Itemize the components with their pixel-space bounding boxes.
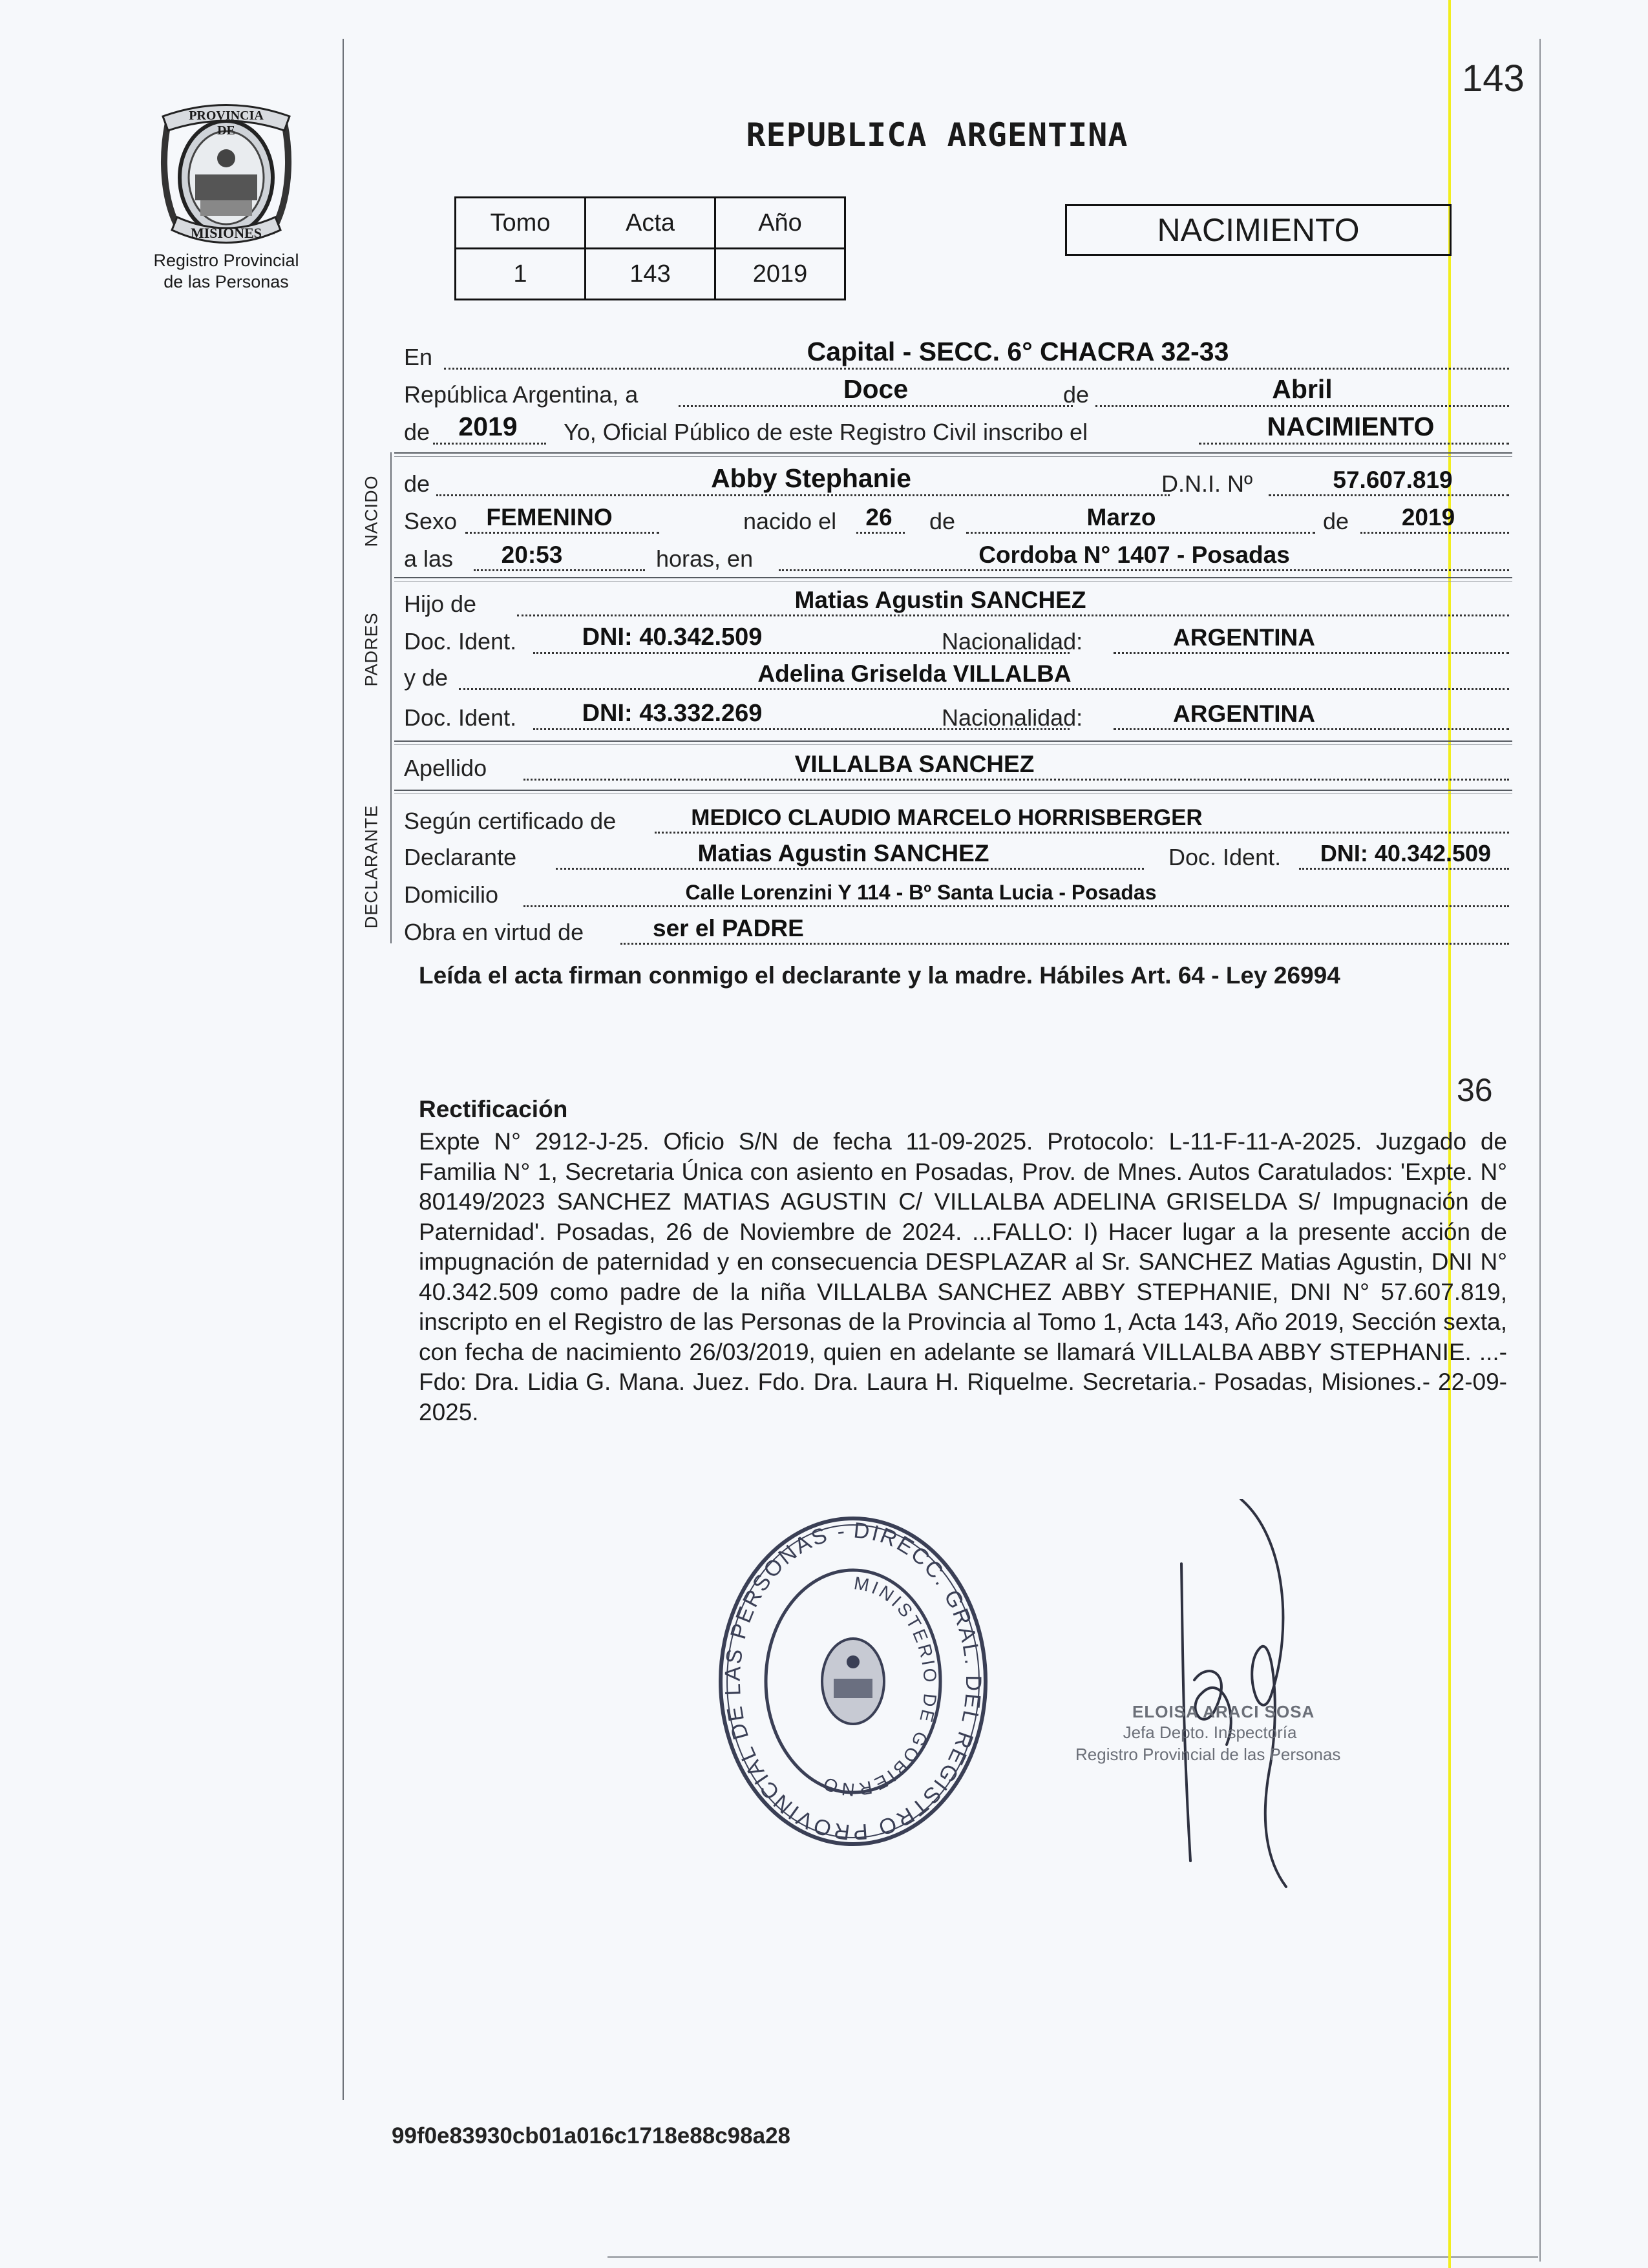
- label-decl-doc: Doc. Ident.: [1168, 844, 1282, 870]
- divider-1: [394, 452, 1512, 457]
- section-bracket-line: [390, 452, 392, 943]
- label-birth-de1: de: [929, 508, 956, 534]
- value-decl-doc: DNI: 40.342.509: [1320, 840, 1492, 866]
- registry-name-line1: Registro Provincial: [153, 251, 299, 270]
- value-month: Abril: [1272, 374, 1333, 404]
- value-birth-time: 20:53: [501, 541, 563, 568]
- row-obra: [404, 911, 1509, 950]
- right-margin-line: [1539, 39, 1541, 2262]
- label-nacido-el: nacido el: [743, 508, 837, 534]
- row-year: [404, 411, 1509, 450]
- rectificacion-body: Expte N° 2912-J-25. Oficio S/N de fecha 11-09-2025. Protocolo: L-11-F-11-A-2025. Juzgado de Familia N° 1, Secretaria Única con asiento en Posadas, Prov. de Mnes. Autos Caratulados: 'Expte. N° 80149/2023 SANCHEZ MATIAS AGUSTIN C/ VILLALBA ADELINA GRISELDA S/ Impugnación de Paternidad'. Posadas, 26 de Noviembre de 2024. ...FALLO: I) Hacer lugar a la presente acción de impugnación de paternidad y en consecuencia DESPLAZAR al Sr. SANCHEZ Matias Agustin, DNI N° 40.342.509 como padre de la niña VILLALBA SANCHEZ ABBY STEPHANIE, DNI N° 57.607.819, inscripto en el Registro de las Personas de la Provincia al Tomo 1, Acta 143, Año 2019, Sección sexta, con fecha de nacimiento 26/03/2019, quien en adelante se llamará VILLALBA ABBY STEPHANIE. ...- Fdo: Dra. Lidia G. Mana. Juez. Fdo. Dra. Laura H. Riquelme. Secretaria.- Posadas, Misiones.- 22-09-2025.: [419, 1128, 1507, 1425]
- rectificacion-title: Rectificación: [419, 1096, 568, 1122]
- value-certificado: MEDICO CLAUDIO MARCELO HORRISBERGER: [691, 805, 1203, 830]
- label-en: En: [404, 344, 433, 370]
- label-republica: República Argentina, a: [404, 381, 639, 408]
- document-title: REPUBLICA ARGENTINA: [746, 116, 1128, 154]
- value-day: Doce: [843, 374, 909, 404]
- row-y-de: [404, 656, 1509, 695]
- header-tomo: Tomo: [456, 198, 586, 249]
- label-y-de: y de: [404, 664, 449, 691]
- value-tomo: 1: [456, 249, 586, 300]
- divider-3: [394, 740, 1512, 745]
- seal-outer-text: DIRECC. GRAL. DEL REGISTRO PROVINCIAL DE LAS PERSONAS -: [720, 1518, 986, 1845]
- label-domicilio: Domicilio: [404, 881, 499, 908]
- label-horas: horas, en: [656, 545, 754, 572]
- row-nacido-sexo: [404, 500, 1509, 539]
- row-certificado: [404, 800, 1509, 839]
- divider-4: [394, 790, 1512, 794]
- record-table-header-row: [456, 198, 845, 249]
- header-ano: Año: [715, 198, 845, 249]
- label-dni: D.N.I. Nº: [1161, 470, 1253, 497]
- row-doc2: [404, 697, 1509, 735]
- value-nac2: ARGENTINA: [1173, 700, 1315, 727]
- divider-2: [394, 577, 1512, 582]
- record-table-value-row: [456, 249, 845, 300]
- value-en: Capital - SECC. 6° CHACRA 32-33: [807, 337, 1229, 366]
- label-obra: Obra en virtud de: [404, 919, 584, 945]
- value-birth-day: 26: [865, 504, 893, 530]
- value-child-name: Abby Stephanie: [711, 463, 911, 493]
- label-year-de: de: [404, 419, 430, 445]
- row-apellido: [404, 747, 1509, 786]
- margin-number: 36: [1457, 1072, 1493, 1108]
- value-obra: ser el PADRE: [653, 915, 804, 941]
- value-nac1: ARGENTINA: [1173, 624, 1315, 651]
- label-certificado: Según certificado de: [404, 808, 617, 834]
- value-birth-year: 2019: [1401, 504, 1455, 530]
- value-mother: Adelina Griselda VILLALBA: [757, 660, 1072, 687]
- row-doc1: [404, 620, 1509, 659]
- seal-inner-text: MINISTERIO DE GOBIERNO: [818, 1573, 941, 1800]
- value-sexo: FEMENINO: [486, 504, 613, 530]
- registry-name-line2: de las Personas: [164, 272, 289, 291]
- value-doc2: DNI: 43.332.269: [582, 700, 763, 727]
- page-number: 143: [1462, 58, 1525, 100]
- label-hijo-de: Hijo de: [404, 591, 477, 617]
- label-apellido: Apellido: [404, 755, 487, 781]
- value-act: NACIMIENTO: [1267, 412, 1435, 441]
- label-nac2: Nacionalidad:: [942, 704, 1083, 731]
- row-nacido-name: [404, 463, 1509, 501]
- closing-note: Leída el acta firman conmigo el declarante y la madre. Hábiles Art. 64 - Ley 26994: [419, 962, 1340, 989]
- label-declarante: Declarante: [404, 844, 517, 870]
- section-label-declarante: DECLARANTE: [361, 804, 381, 929]
- value-domicilio: Calle Lorenzini Y 114 - Bº Santa Lucia - Posadas: [685, 881, 1157, 904]
- record-table: [454, 196, 846, 300]
- label-doc1: Doc. Ident.: [404, 628, 517, 655]
- row-nacido-hora: [404, 538, 1509, 576]
- value-father: Matias Agustin SANCHEZ: [794, 587, 1086, 613]
- label-birth-de2: de: [1323, 508, 1349, 534]
- seal-icon: [711, 1512, 995, 1854]
- row-republica: [404, 373, 1509, 412]
- row-hijo-de: [404, 583, 1509, 622]
- label-sexo: Sexo: [404, 508, 458, 534]
- label-nac1: Nacionalidad:: [942, 628, 1083, 655]
- section-label-padres: PADRES: [361, 612, 381, 687]
- signer-title-1: Jefa Depto. Inspectoría: [1123, 1723, 1297, 1742]
- value-apellido: VILLALBA SANCHEZ: [794, 751, 1035, 777]
- value-child-dni: 57.607.819: [1333, 467, 1453, 493]
- signature: [1163, 1499, 1318, 1900]
- label-inscribo: Yo, Oficial Público de este Registro Civil inscribo el: [564, 419, 1088, 445]
- row-declarante: [404, 836, 1509, 875]
- header-acta: Acta: [586, 198, 715, 249]
- label-nacido-de: de: [404, 470, 430, 497]
- value-year: 2019: [458, 412, 518, 441]
- signature-icon: [1163, 1499, 1318, 1900]
- label-doc2: Doc. Ident.: [404, 704, 517, 731]
- label-de-month: de: [1063, 381, 1090, 408]
- section-label-nacido: NACIDO: [361, 475, 381, 547]
- value-ano: 2019: [715, 249, 845, 300]
- record-type-box: [1065, 204, 1452, 256]
- label-alas: a las: [404, 545, 454, 572]
- value-doc1: DNI: 40.342.509: [582, 624, 763, 651]
- official-seal: [711, 1512, 995, 1854]
- emblem-top-text: PROVINCIA DE: [189, 109, 264, 138]
- row-domicilio: [404, 874, 1509, 912]
- document-hash: 99f0e83930cb01a016c1718e88c98a28: [392, 2123, 790, 2148]
- value-declarante: Matias Agustin SANCHEZ: [697, 840, 989, 866]
- province-emblem: [155, 97, 297, 252]
- value-birth-month: Marzo: [1086, 504, 1156, 530]
- signer-title-2: Registro Provincial de las Personas: [1075, 1745, 1341, 1764]
- record-type-label: NACIMIENTO: [1157, 212, 1360, 248]
- row-en: [404, 336, 1509, 375]
- bottom-page-edge: [607, 2256, 1538, 2258]
- signer-name: ELOISA ARACI SOSA: [1132, 1702, 1315, 1721]
- value-birth-place: Cordoba N° 1407 - Posadas: [978, 541, 1290, 568]
- emblem-bottom-text: MISIONES: [190, 225, 262, 241]
- value-acta: 143: [586, 249, 715, 300]
- left-margin-line: [343, 39, 344, 2100]
